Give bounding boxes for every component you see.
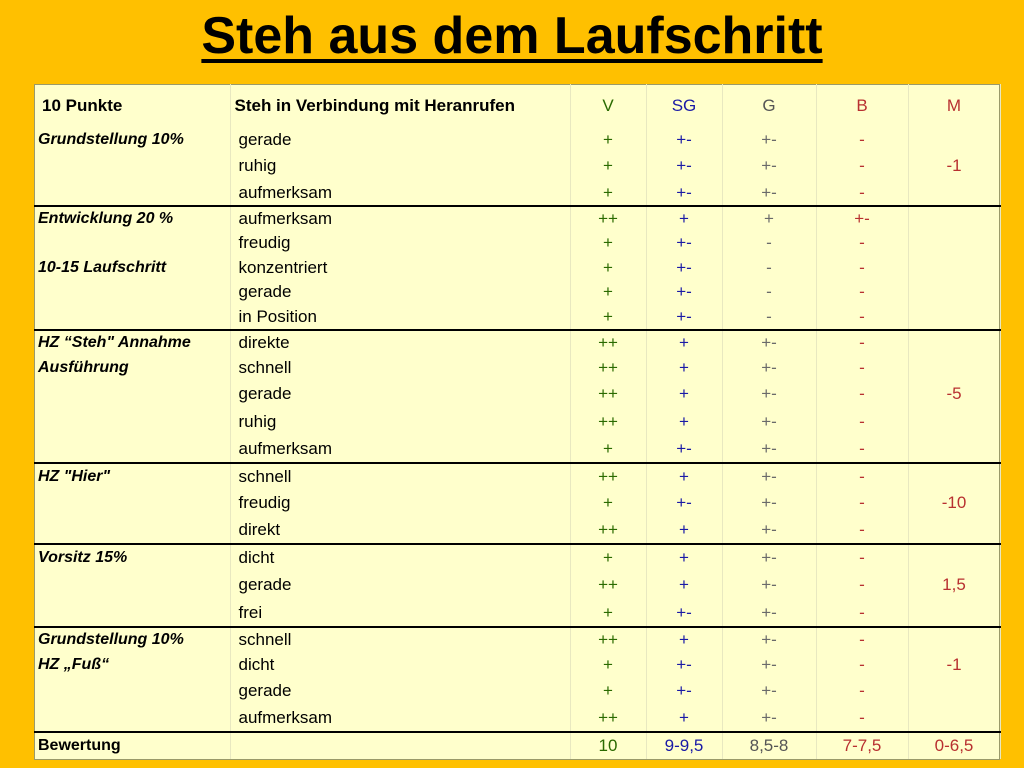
row-sg: +- bbox=[646, 255, 722, 280]
row-criterion: schnell bbox=[230, 355, 570, 380]
row-b: - bbox=[816, 489, 908, 517]
table-row bbox=[34, 180, 1000, 206]
row-m bbox=[908, 355, 1000, 380]
row-criterion: frei bbox=[230, 599, 570, 627]
row-g: +- bbox=[722, 627, 816, 652]
header-v: V bbox=[570, 84, 646, 128]
row-m bbox=[908, 128, 1000, 152]
row-b: - bbox=[816, 355, 908, 380]
table-row bbox=[34, 380, 1000, 408]
row-sg: + bbox=[646, 517, 722, 544]
row-category: HZ "Hier" bbox=[34, 463, 230, 489]
table-row bbox=[34, 436, 1000, 463]
row-v: ++ bbox=[570, 408, 646, 436]
table-row bbox=[34, 599, 1000, 627]
row-m bbox=[908, 408, 1000, 436]
row-category bbox=[34, 380, 230, 408]
row-category: Ausführung bbox=[34, 355, 230, 380]
row-sg: +- bbox=[646, 489, 722, 517]
row-g: +- bbox=[722, 152, 816, 180]
row-m bbox=[908, 599, 1000, 627]
row-criterion: freudig bbox=[230, 231, 570, 255]
row-g: - bbox=[722, 231, 816, 255]
row-g: + bbox=[722, 206, 816, 231]
row-g: - bbox=[722, 255, 816, 280]
row-g: +- bbox=[722, 677, 816, 704]
row-m bbox=[908, 280, 1000, 304]
row-m bbox=[908, 206, 1000, 231]
rating-g: 8,5-8 bbox=[722, 732, 816, 759]
row-m bbox=[908, 330, 1000, 355]
row-v: + bbox=[570, 180, 646, 206]
row-b: - bbox=[816, 652, 908, 677]
rating-m: 0-6,5 bbox=[908, 732, 1000, 759]
table-row bbox=[34, 231, 1000, 255]
row-category: Grundstellung 10% bbox=[34, 627, 230, 652]
row-v: + bbox=[570, 489, 646, 517]
row-sg: + bbox=[646, 627, 722, 652]
row-sg: + bbox=[646, 330, 722, 355]
row-criterion: gerade bbox=[230, 380, 570, 408]
row-sg: +- bbox=[646, 652, 722, 677]
row-sg: +- bbox=[646, 304, 722, 330]
row-m bbox=[908, 704, 1000, 732]
row-category: Entwicklung 20 % bbox=[34, 206, 230, 231]
row-g: +- bbox=[722, 571, 816, 599]
row-criterion: aufmerksam bbox=[230, 206, 570, 231]
row-g: +- bbox=[722, 408, 816, 436]
row-v: + bbox=[570, 544, 646, 571]
row-criterion: in Position bbox=[230, 304, 570, 330]
row-b: - bbox=[816, 436, 908, 463]
row-criterion: gerade bbox=[230, 571, 570, 599]
row-category bbox=[34, 304, 230, 330]
row-m bbox=[908, 304, 1000, 330]
row-category: 10-15 Laufschritt bbox=[34, 255, 230, 280]
row-category bbox=[34, 180, 230, 206]
table-header-row bbox=[34, 84, 1000, 128]
row-g: +- bbox=[722, 489, 816, 517]
row-g: +- bbox=[722, 652, 816, 677]
row-sg: +- bbox=[646, 436, 722, 463]
row-sg: + bbox=[646, 571, 722, 599]
row-g: +- bbox=[722, 544, 816, 571]
table-row bbox=[34, 627, 1000, 652]
row-m bbox=[908, 463, 1000, 489]
row-v: ++ bbox=[570, 517, 646, 544]
scoring-table bbox=[34, 84, 1001, 759]
row-sg: +- bbox=[646, 677, 722, 704]
row-v: ++ bbox=[570, 571, 646, 599]
table-row bbox=[34, 330, 1000, 355]
row-b: - bbox=[816, 304, 908, 330]
row-v: + bbox=[570, 652, 646, 677]
row-sg: + bbox=[646, 355, 722, 380]
row-v: ++ bbox=[570, 355, 646, 380]
rating-v: 10 bbox=[570, 732, 646, 759]
row-category bbox=[34, 231, 230, 255]
row-g: +- bbox=[722, 436, 816, 463]
row-g: +- bbox=[722, 330, 816, 355]
row-g: - bbox=[722, 304, 816, 330]
table-row bbox=[34, 489, 1000, 517]
row-g: +- bbox=[722, 704, 816, 732]
row-criterion: ruhig bbox=[230, 408, 570, 436]
row-v: + bbox=[570, 304, 646, 330]
rating-empty bbox=[230, 732, 570, 759]
row-category: Grundstellung 10% bbox=[34, 128, 230, 152]
row-b: - bbox=[816, 517, 908, 544]
header-b: B bbox=[816, 84, 908, 128]
row-v: + bbox=[570, 599, 646, 627]
row-criterion: schnell bbox=[230, 627, 570, 652]
row-criterion: gerade bbox=[230, 128, 570, 152]
row-v: + bbox=[570, 128, 646, 152]
row-v: + bbox=[570, 280, 646, 304]
row-v: + bbox=[570, 255, 646, 280]
row-v: + bbox=[570, 152, 646, 180]
row-criterion: schnell bbox=[230, 463, 570, 489]
table-row bbox=[34, 652, 1000, 677]
row-v: + bbox=[570, 677, 646, 704]
row-sg: +- bbox=[646, 599, 722, 627]
row-b: - bbox=[816, 380, 908, 408]
row-v: ++ bbox=[570, 380, 646, 408]
row-m bbox=[908, 544, 1000, 571]
rating-label: Bewertung bbox=[34, 732, 230, 759]
row-b: - bbox=[816, 330, 908, 355]
row-b: - bbox=[816, 463, 908, 489]
row-g: - bbox=[722, 280, 816, 304]
row-sg: +- bbox=[646, 180, 722, 206]
row-criterion: ruhig bbox=[230, 152, 570, 180]
row-sg: + bbox=[646, 408, 722, 436]
row-category: HZ „Fuß“ bbox=[34, 652, 230, 677]
row-category bbox=[34, 489, 230, 517]
row-g: +- bbox=[722, 599, 816, 627]
row-sg: + bbox=[646, 206, 722, 231]
row-g: +- bbox=[722, 517, 816, 544]
table-row bbox=[34, 571, 1000, 599]
table-row bbox=[34, 255, 1000, 280]
row-m: -10 bbox=[908, 489, 1000, 517]
table-row bbox=[34, 355, 1000, 380]
row-b: - bbox=[816, 152, 908, 180]
table-row bbox=[34, 128, 1000, 152]
row-g: +- bbox=[722, 128, 816, 152]
row-criterion: freudig bbox=[230, 489, 570, 517]
row-sg: + bbox=[646, 463, 722, 489]
row-criterion: konzentriert bbox=[230, 255, 570, 280]
table-row bbox=[34, 463, 1000, 489]
row-criterion: direkte bbox=[230, 330, 570, 355]
row-b: - bbox=[816, 677, 908, 704]
row-v: ++ bbox=[570, 330, 646, 355]
row-g: +- bbox=[722, 380, 816, 408]
row-category: HZ “Steh" Annahme bbox=[34, 330, 230, 355]
row-criterion: gerade bbox=[230, 677, 570, 704]
row-category bbox=[34, 517, 230, 544]
row-g: +- bbox=[722, 463, 816, 489]
table-row bbox=[34, 544, 1000, 571]
row-criterion: aufmerksam bbox=[230, 180, 570, 206]
header-points: 10 Punkte bbox=[34, 84, 230, 128]
row-v: ++ bbox=[570, 463, 646, 489]
row-category bbox=[34, 280, 230, 304]
row-b: - bbox=[816, 180, 908, 206]
row-category bbox=[34, 571, 230, 599]
row-m bbox=[908, 231, 1000, 255]
row-category bbox=[34, 408, 230, 436]
row-category bbox=[34, 704, 230, 732]
row-sg: +- bbox=[646, 152, 722, 180]
row-g: +- bbox=[722, 180, 816, 206]
rating-row bbox=[34, 732, 1000, 759]
table-row bbox=[34, 704, 1000, 732]
table-row bbox=[34, 206, 1000, 231]
table-row bbox=[34, 152, 1000, 180]
row-v: ++ bbox=[570, 206, 646, 231]
table-row bbox=[34, 408, 1000, 436]
row-sg: +- bbox=[646, 128, 722, 152]
table-row bbox=[34, 677, 1000, 704]
row-m: -5 bbox=[908, 380, 1000, 408]
row-b: - bbox=[816, 571, 908, 599]
row-criterion: gerade bbox=[230, 280, 570, 304]
row-m: -1 bbox=[908, 152, 1000, 180]
row-v: ++ bbox=[570, 627, 646, 652]
row-b: - bbox=[816, 599, 908, 627]
row-m bbox=[908, 436, 1000, 463]
row-v: ++ bbox=[570, 704, 646, 732]
row-b: - bbox=[816, 280, 908, 304]
row-criterion: direkt bbox=[230, 517, 570, 544]
row-criterion: aufmerksam bbox=[230, 436, 570, 463]
row-b: - bbox=[816, 704, 908, 732]
header-m: M bbox=[908, 84, 1000, 128]
table-row bbox=[34, 280, 1000, 304]
row-m bbox=[908, 517, 1000, 544]
row-sg: +- bbox=[646, 231, 722, 255]
rating-sg: 9-9,5 bbox=[646, 732, 722, 759]
row-category: Vorsitz 15% bbox=[34, 544, 230, 571]
row-criterion: dicht bbox=[230, 544, 570, 571]
header-g: G bbox=[722, 84, 816, 128]
row-m bbox=[908, 627, 1000, 652]
row-b: - bbox=[816, 544, 908, 571]
row-m: -1 bbox=[908, 652, 1000, 677]
row-sg: +- bbox=[646, 280, 722, 304]
row-m bbox=[908, 180, 1000, 206]
row-category bbox=[34, 152, 230, 180]
row-sg: + bbox=[646, 544, 722, 571]
row-m bbox=[908, 677, 1000, 704]
row-sg: + bbox=[646, 380, 722, 408]
row-category bbox=[34, 436, 230, 463]
row-category bbox=[34, 677, 230, 704]
row-v: + bbox=[570, 231, 646, 255]
header-exercise: Steh in Verbindung mit Heranrufen bbox=[230, 84, 570, 128]
row-b: - bbox=[816, 627, 908, 652]
row-g: +- bbox=[722, 355, 816, 380]
row-b: - bbox=[816, 255, 908, 280]
row-criterion: dicht bbox=[230, 652, 570, 677]
rating-b: 7-7,5 bbox=[816, 732, 908, 759]
row-m: 1,5 bbox=[908, 571, 1000, 599]
row-v: + bbox=[570, 436, 646, 463]
header-sg: SG bbox=[646, 84, 722, 128]
row-sg: + bbox=[646, 704, 722, 732]
row-b: - bbox=[816, 128, 908, 152]
row-b: +- bbox=[816, 206, 908, 231]
row-m bbox=[908, 255, 1000, 280]
table-row bbox=[34, 304, 1000, 330]
table-row bbox=[34, 517, 1000, 544]
row-b: - bbox=[816, 408, 908, 436]
page-title: Steh aus dem Laufschritt bbox=[201, 7, 823, 65]
row-category bbox=[34, 599, 230, 627]
row-b: - bbox=[816, 231, 908, 255]
row-criterion: aufmerksam bbox=[230, 704, 570, 732]
